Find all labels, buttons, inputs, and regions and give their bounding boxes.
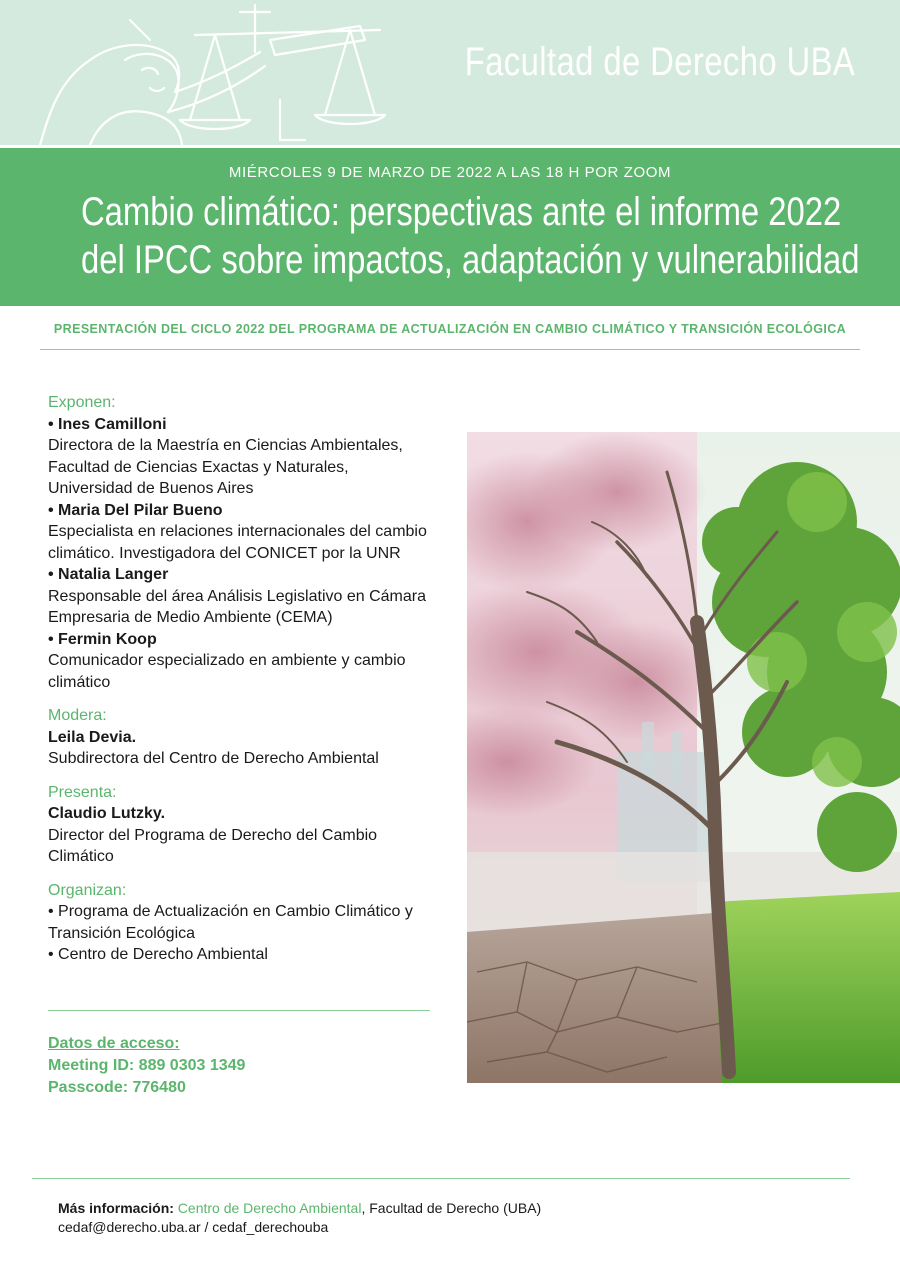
speaker-name: • Ines Camilloni — [48, 415, 167, 433]
meeting-id: Meeting ID: 889 0303 1349 — [48, 1057, 246, 1074]
speaker-role-line: Responsable del área Análisis Legislativo en Cámara — [48, 587, 426, 605]
presenter-name: Claudio Lutzky. — [48, 805, 166, 822]
faculty-name: Facultad de Derecho UBA — [464, 40, 855, 84]
header-band — [0, 0, 900, 145]
moderator-role: Subdirectora del Centro de Derecho Ambiental — [48, 750, 379, 767]
speaker-role-line: Empresaria de Medio Ambiente (CEMA) — [48, 609, 333, 626]
program-subtitle: PRESENTACIÓN DEL CICLO 2022 DEL PROGRAMA DE ACTUALIZACIÓN EN CAMBIO CLIMÁTICO Y TRANSICIÓN ECOLÓGICA — [53, 322, 847, 336]
speaker-role-line: Especialista en relaciones internacionales del cambio — [48, 523, 427, 540]
speaker-role-line: climático — [48, 673, 111, 691]
passcode: Passcode: 776480 — [48, 1079, 186, 1096]
divider — [32, 1178, 850, 1179]
speaker-role-line: climático. Investigadora del CONICET por la UNR — [48, 544, 401, 562]
speaker-name: • Natalia Langer — [48, 566, 169, 583]
access-details — [48, 1033, 245, 1099]
speaker-name: • Maria Del Pilar Bueno — [48, 501, 223, 519]
center-link[interactable]: Centro de Derecho Ambiental — [177, 1200, 362, 1216]
event-date: MIÉRCOLES 9 DE MARZO DE 2022 A LAS 18 H POR ZOOM — [228, 164, 672, 181]
footer-contact[interactable]: cedaf@derecho.uba.ar / cedaf_derechouba — [58, 1219, 329, 1235]
speaker-role-line: Comunicador especializado en ambiente y cambio — [48, 652, 406, 669]
section-label-moderator: Modera: — [48, 707, 107, 724]
event-title-line1: Cambio climático: perspectivas ante el informe 2022 — [81, 190, 842, 234]
divider — [48, 1010, 430, 1011]
presenter-role-line: Climático — [48, 848, 114, 865]
footer-info-line — [58, 1199, 541, 1218]
moderator-name: Leila Devia. — [48, 728, 137, 746]
speakers-content — [48, 392, 458, 966]
organizer-line: Transición Ecológica — [48, 924, 196, 942]
justice-scales-logo — [30, 0, 410, 145]
access-heading: Datos de acceso: — [48, 1035, 180, 1052]
section-label-organizers: Organizan: — [48, 881, 127, 899]
climate-tree-image — [467, 432, 900, 1083]
section-label-presenter: Presenta: — [48, 783, 117, 801]
section-label-speakers: Exponen: — [48, 394, 116, 411]
footer — [58, 1199, 541, 1237]
speaker-role-line: Directora de la Maestría en Ciencias Ambientales, — [48, 437, 403, 454]
event-title-line2: del IPCC sobre impactos, adaptación y vulnerabilidad — [81, 238, 860, 282]
spacer — [48, 868, 458, 880]
spacer — [48, 693, 458, 705]
more-info-label: Más información: — [58, 1200, 174, 1216]
organizer-line: • Centro de Derecho Ambiental — [48, 946, 268, 963]
speaker-role-line: Facultad de Ciencias Exactas y Naturales, — [48, 458, 349, 476]
speaker-role-line: Universidad de Buenos Aires — [48, 480, 254, 497]
title-band — [0, 148, 900, 306]
presenter-role-line: Director del Programa de Derecho del Cambio — [48, 826, 378, 844]
tree-illustration — [467, 432, 900, 1083]
divider — [40, 349, 860, 350]
speaker-name: • Fermin Koop — [48, 630, 157, 648]
footer-org-rest: , Facultad de Derecho (UBA) — [361, 1200, 542, 1216]
event-title — [81, 188, 860, 284]
spacer — [48, 770, 458, 782]
organizer-line: • Programa de Actualización en Cambio Climático y — [48, 903, 413, 920]
